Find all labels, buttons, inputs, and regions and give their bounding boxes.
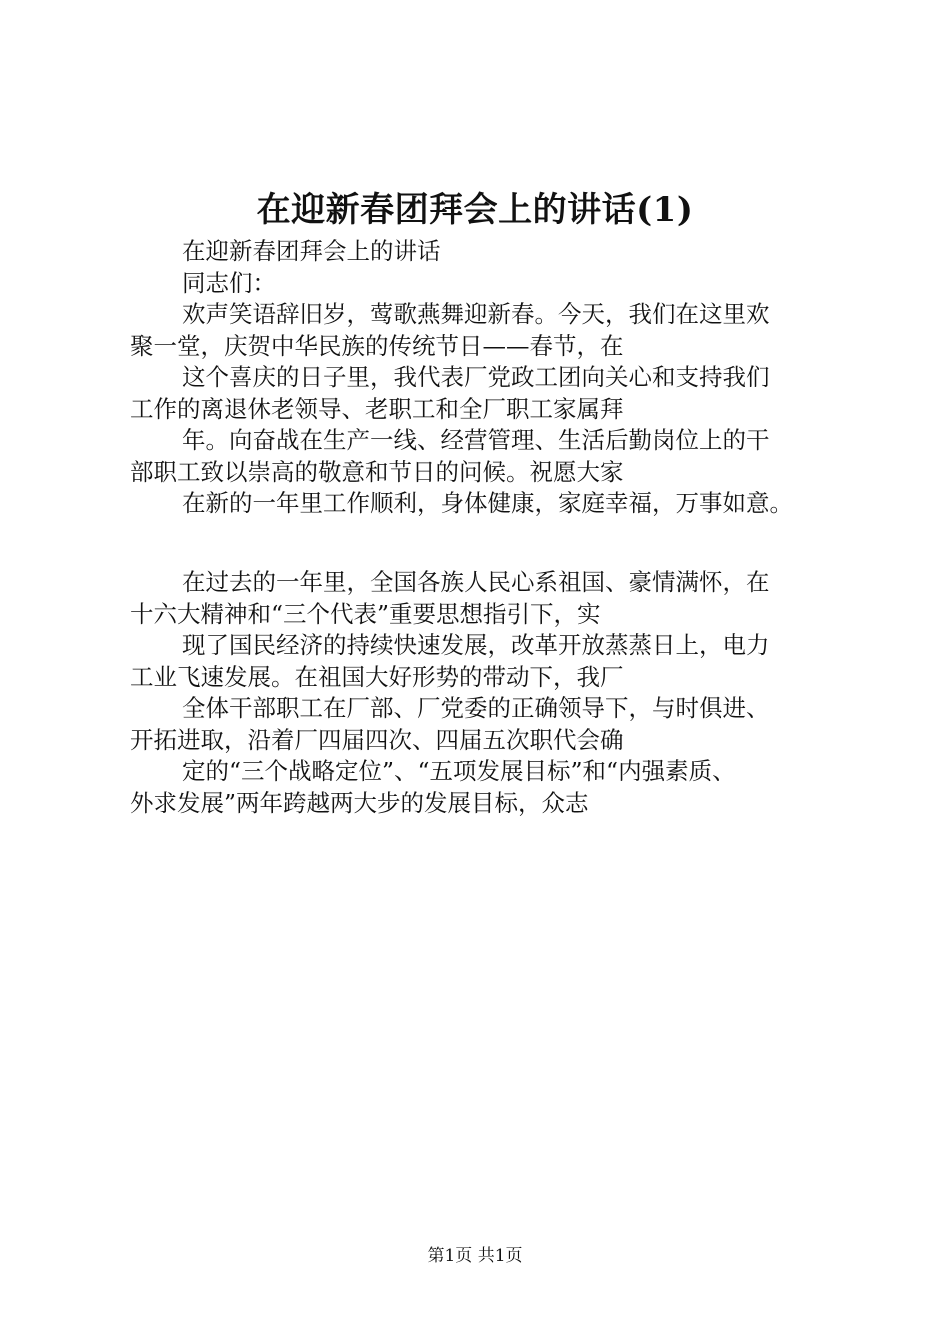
paragraph-gap xyxy=(130,551,860,567)
body-line: 开拓进取，沿着厂四届四次、四届五次职代会确 xyxy=(130,725,624,754)
body-line: 工业飞速发展。在祖国大好形势的带动下，我厂 xyxy=(130,662,624,691)
body-line: 在新的一年里工作顺利，身体健康，家庭幸福，万事如意。 xyxy=(182,489,793,517)
body-line: 定的“三个战略定位”、“五项发展目标”和“内强素质、 xyxy=(182,757,736,785)
body-line: 全体干部职工在厂部、厂党委的正确领导下，与时俱进、 xyxy=(182,694,770,722)
body-line: 欢声笑语辞旧岁，莺歌燕舞迎新春。今天，我们在这里欢 xyxy=(182,300,770,328)
body-line: 外求发展”两年跨越两大步的发展目标，众志 xyxy=(130,788,589,817)
body-line: 现了国民经济的持续快速发展，改革开放蒸蒸日上，电力 xyxy=(182,631,770,659)
body-line: 部职工致以崇高的敬意和节日的问候。祝愿大家 xyxy=(130,457,624,486)
page-footer: 第1页 共1页 xyxy=(427,1246,523,1266)
document-body xyxy=(130,236,860,819)
body-line: 聚一堂，庆贺中华民族的传统节日——春节，在 xyxy=(130,331,624,360)
body-line: 年。向奋战在生产一线、经营管理、生活后勤岗位上的干 xyxy=(182,426,770,454)
body-line: 在过去的一年里，全国各族人民心系祖国、豪情满怀，在 xyxy=(182,568,770,596)
document-title: 在迎新春团拜会上的讲话(1) xyxy=(256,190,694,230)
paragraph-spacer xyxy=(130,520,860,552)
body-line: 十六大精神和“三个代表”重要思想指引下，实 xyxy=(130,599,601,628)
body-line: 在迎新春团拜会上的讲话 xyxy=(182,237,441,265)
body-line: 这个喜庆的日子里，我代表厂党政工团向关心和支持我们 xyxy=(182,363,770,391)
body-line: 同志们： xyxy=(182,268,276,297)
body-line: 工作的离退休老领导、老职工和全厂职工家属拜 xyxy=(130,394,624,423)
